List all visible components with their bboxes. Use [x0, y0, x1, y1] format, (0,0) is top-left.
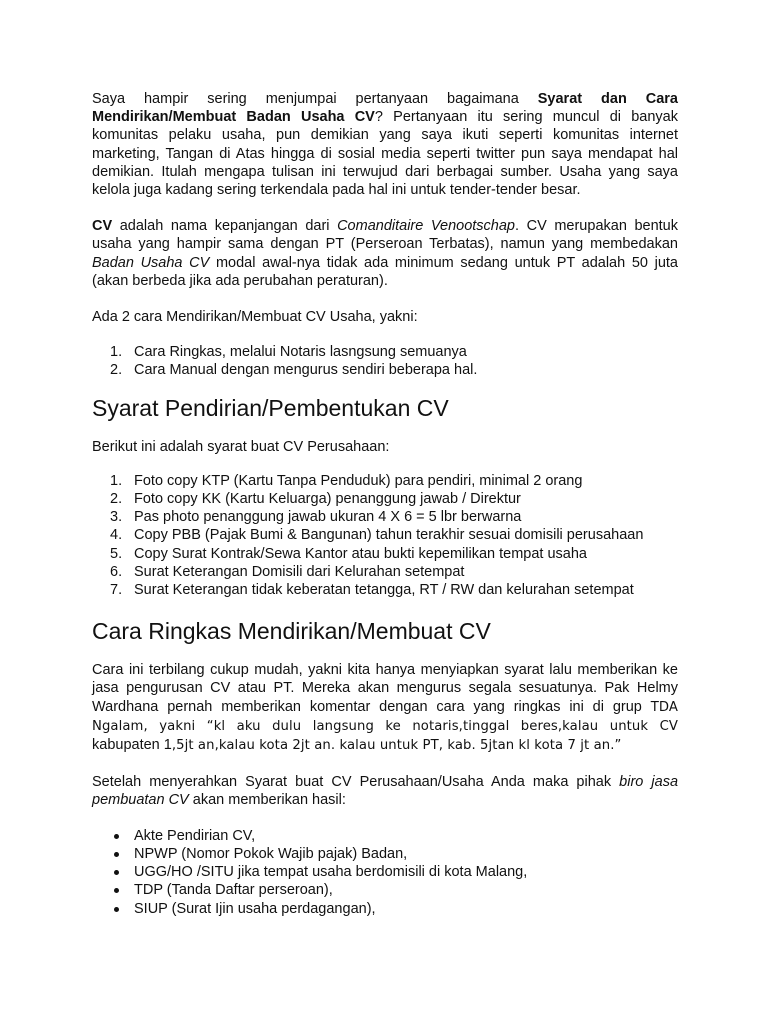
intro-bold-phrase: Syarat dan Cara Mendirikan/Membuat Badan Usaha CV: [92, 91, 678, 126]
section-heading-requirements: Syarat Pendirian/Pembentukan CV: [92, 394, 449, 421]
section-heading-quick-method: Cara Ringkas Mendirikan/Membuat CV: [92, 618, 491, 645]
results-list: [92, 827, 678, 918]
bullet-icon: [114, 870, 119, 875]
ways-list: [92, 343, 678, 379]
list-item: 2. Cara Manual dengan mengurus sendiri beberapa hal.: [110, 362, 478, 379]
bullet-icon: [114, 852, 119, 857]
bullet-icon: [114, 888, 119, 893]
document-page: [92, 90, 678, 918]
list-item: 5. Copy Surat Kontrak/Sewa Kantor atau bukti kepemilikan tempat usaha: [110, 545, 587, 562]
list-item: 7. Surat Keterangan tidak keberatan tetangga, RT / RW dan kelurahan setempat: [110, 582, 634, 599]
list-item: 1. Cara Ringkas, melalui Notaris lasngsung semuanya: [110, 344, 467, 361]
ways-intro: Ada 2 cara Mendirikan/Membuat CV Usaha, yakni:: [92, 309, 418, 326]
list-item: 2. Foto copy KK (Kartu Keluarga) penanggung jawab / Direktur: [110, 491, 521, 508]
list-item: 1. Foto copy KTP (Kartu Tanpa Penduduk) para pendiri, minimal 2 orang: [110, 472, 583, 489]
cv-definition-paragraph: CV adalah nama kepanjangan dari Comanditaire Venootschap. CV merupakan bentuk usaha yang hampir sama dengan PT (Perseroan Terbatas), namun yang membedakan Badan Usaha CV modal awal-nya tidak ada minimum sedang untuk PT adalah 50 juta (akan berbeda jika ada perubahan peraturan).: [92, 218, 678, 289]
list-item: UGG/HO /SITU jika tempat usaha berdomisili di kota Malang,: [92, 863, 678, 881]
list-item: 6. Surat Keterangan Domisili dari Kelurahan setempat: [110, 563, 465, 580]
list-item: Akte Pendirian CV,: [92, 827, 678, 845]
list-item: SIUP (Surat Ijin usaha perdagangan),: [92, 900, 678, 918]
requirements-list: [92, 472, 678, 599]
list-item: TDP (Tanda Daftar perseroan),: [92, 881, 678, 899]
after-submission-paragraph: Setelah menyerahkan Syarat buat CV Perusahaan/Usaha Anda maka pihak biro jasa pembuatan CV akan memberikan hasil:: [92, 774, 679, 809]
list-item: 4. Copy PBB (Pajak Bumi & Bangunan) tahun terakhir sesuai domisili perusahaan: [110, 527, 644, 544]
intro-paragraph: Saya hampir sering menjumpai pertanyaan bagaimana Syarat dan Cara Mendirikan/Membuat Badan Usaha CV? Pertanyaan itu sering muncul di banyak komunitas pelaku usaha, pun demikian yang saya ikuti seperti komunitas internet marketing, Tangan di Atas hingga di sosial media seperti twitter pun saya mendapat hal demikian. Itulah mengapa tulisan ini terwujud dari berbagai sumber. Usaha yang saya kelola juga kadang sering terkendala pada hal ini untuk tender-tender besar.: [92, 91, 678, 199]
bullet-icon: [114, 907, 119, 912]
requirements-intro: Berikut ini adalah syarat buat CV Perusahaan:: [92, 438, 390, 455]
quick-method-paragraph: Cara ini terbilang cukup mudah, yakni kita hanya menyiapkan syarat lalu memberikan ke jasa pengurusan CV atau PT. Mereka akan mengurus segala sesuatunya. Pak Helmy Wardhana pernah memberikan komentar dengan cara yang ringkas ini di grup TDA Ngalam, yakni “kl aku dulu langsung ke notaris,tinggal beres,kalau untuk CV kabupaten 1,5jt an,kalau kota 2jt an. kalau untuk PT, kab. 5jtan kl kota 7 jt an.”: [92, 662, 678, 754]
list-item: NPWP (Nomor Pokok Wajib pajak) Badan,: [92, 845, 678, 863]
list-item: 3. Pas photo penanggung jawab ukuran 4 X 6 = 5 lbr berwarna: [110, 509, 522, 526]
bullet-icon: [114, 834, 119, 839]
